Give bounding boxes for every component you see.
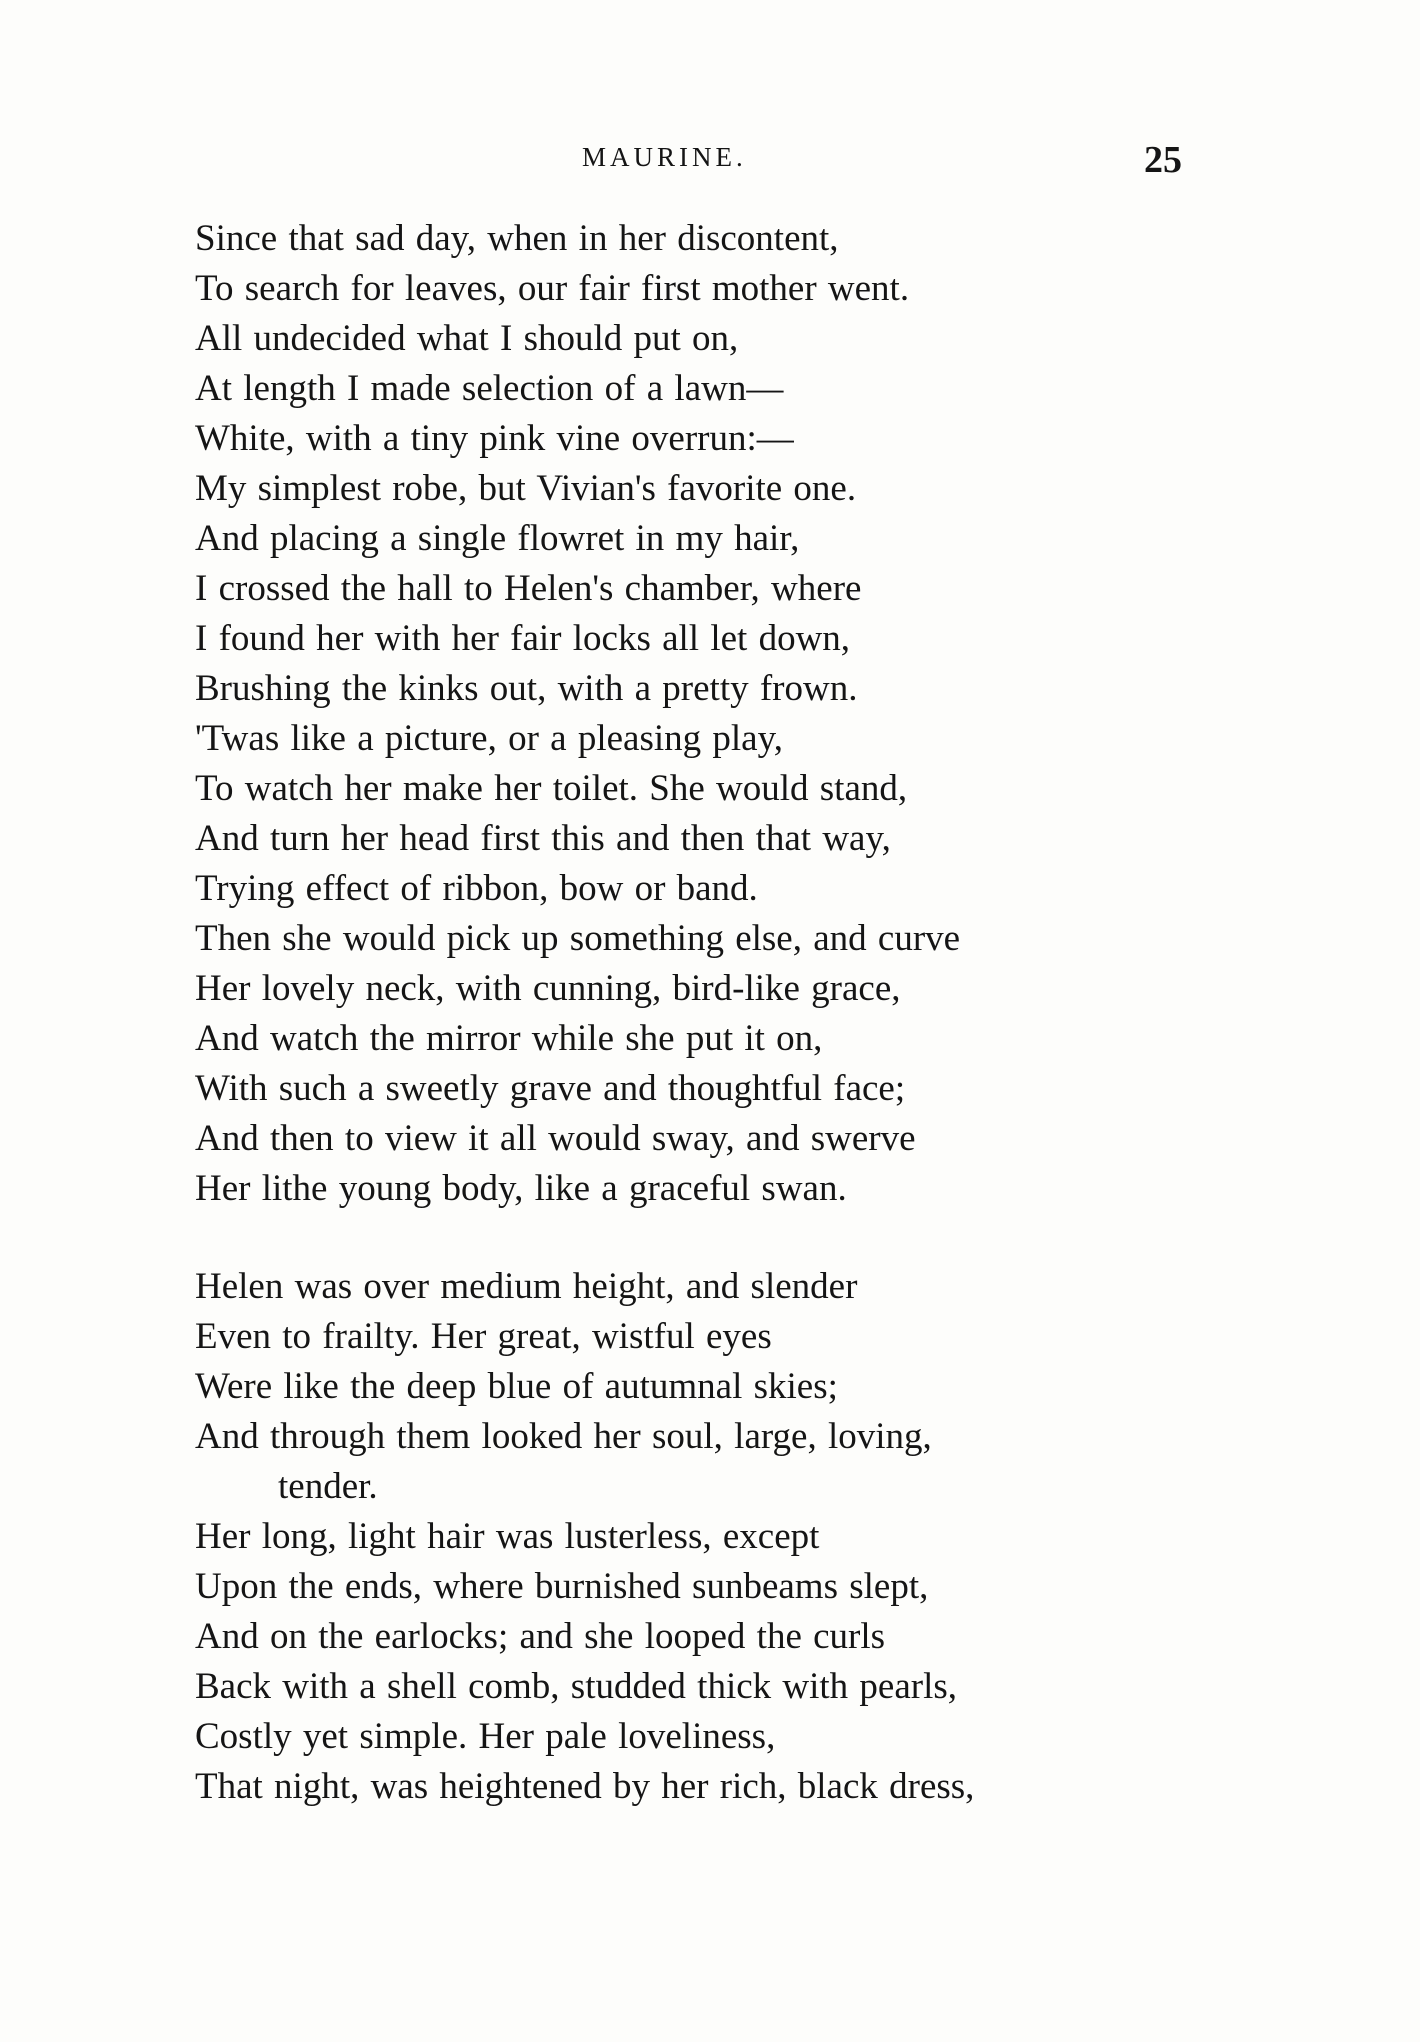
poem-line: Brushing the kinks out, with a pretty frown. [195, 668, 858, 709]
poem-line: Back with a shell comb, studded thick with pearls, [195, 1666, 958, 1707]
stanza-2 [195, 1262, 1255, 1812]
poem-line: Her long, light hair was lusterless, except [195, 1516, 820, 1557]
poem-line: Since that sad day, when in her discontent, [195, 218, 839, 259]
poem-line: All undecided what I should put on, [195, 318, 739, 359]
poem-line: And on the earlocks; and she looped the curls [195, 1616, 886, 1657]
poem-line: And through them looked her soul, large, loving, [195, 1416, 932, 1457]
page-number: 25 [1144, 139, 1182, 181]
poem-line: That night, was heightened by her rich, black dress, [195, 1766, 975, 1807]
poem-line: At length I made selection of a lawn— [195, 368, 784, 409]
poem-line: To search for leaves, our fair first mother went. [195, 268, 910, 309]
poem-line: And watch the mirror while she put it on, [195, 1018, 823, 1059]
poem-line: Upon the ends, where burnished sunbeams slept, [195, 1566, 929, 1607]
poem-line: I crossed the hall to Helen's chamber, where [195, 568, 862, 609]
poem-line: Her lovely neck, with cunning, bird-like grace, [195, 968, 901, 1009]
poem-line: Were like the deep blue of autumnal skies; [195, 1366, 838, 1407]
poem-line: Her lithe young body, like a graceful swan. [195, 1168, 847, 1209]
poem-line: I found her with her fair locks all let down, [195, 618, 851, 659]
running-title: MAURINE. [582, 142, 747, 172]
stanza-1 [195, 214, 1255, 1214]
poem-line: Helen was over medium height, and slender [195, 1266, 858, 1307]
poem-line: 'Twas like a picture, or a pleasing play, [195, 718, 783, 759]
poem-line: And placing a single flowret in my hair, [195, 518, 800, 559]
poem-line: With such a sweetly grave and thoughtful face; [195, 1068, 906, 1109]
poem-line: My simplest robe, but Vivian's favorite one. [195, 468, 857, 509]
poem-line: Even to frailty. Her great, wistful eyes [195, 1316, 772, 1357]
poem-line: Trying effect of ribbon, bow or band. [195, 868, 758, 909]
poem-line: To watch her make her toilet. She would stand, [195, 768, 908, 809]
poem-line: Costly yet simple. Her pale loveliness, [195, 1716, 776, 1757]
poem-line-continuation: tender. [278, 1466, 378, 1507]
poem-line: And turn her head first this and then that way, [195, 818, 891, 859]
running-header [0, 138, 1420, 188]
poem-line: Then she would pick up something else, and curve [195, 918, 961, 959]
poem-line: White, with a tiny pink vine overrun:— [195, 418, 794, 459]
poem-line: And then to view it all would sway, and swerve [195, 1118, 916, 1159]
